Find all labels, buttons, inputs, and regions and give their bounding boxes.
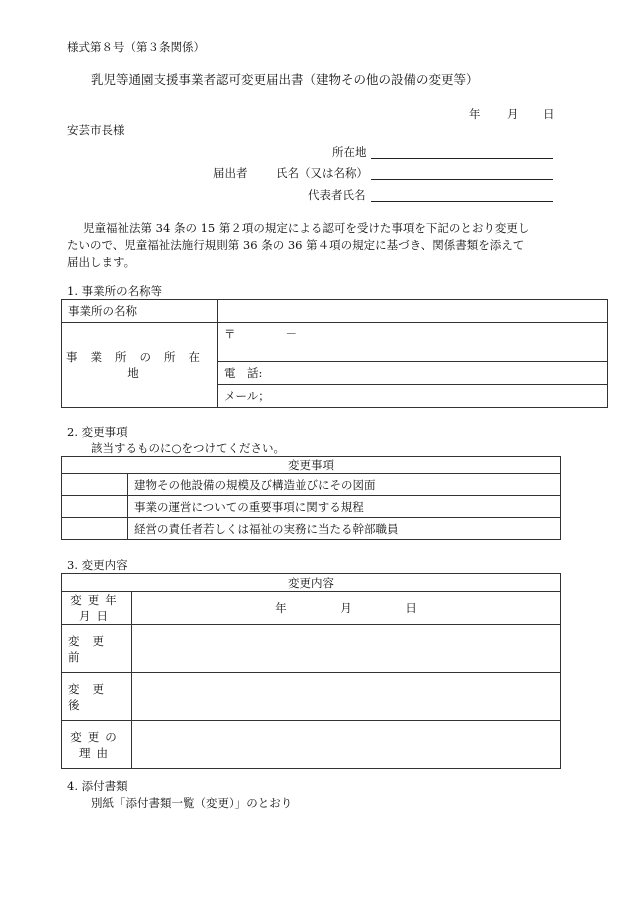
change-content-table [61, 573, 561, 769]
email-label: メール； [224, 389, 270, 403]
facility-location-text: 事業所の所在地 [66, 350, 213, 380]
phone-field[interactable] [218, 362, 608, 385]
change-item-2: 事業の運営についての重要事項に関する規程 [128, 496, 561, 518]
facility-name-label: 事業所の名称 [62, 300, 218, 323]
change-date-day: 日 [405, 601, 417, 615]
change-item-3-mark-cell[interactable] [62, 518, 128, 540]
body-line-2: たいので、児童福祉法施行規則第 36 条の 36 第４項の規定に基づき、関係書類を添えて [67, 238, 525, 252]
after-change-field[interactable] [132, 673, 561, 721]
change-items-header: 変更事項 [62, 457, 561, 474]
change-items-table [61, 456, 561, 540]
after-change-text: 変更後 [68, 681, 117, 712]
change-reason-field[interactable] [132, 721, 561, 769]
change-content-header: 変更内容 [62, 574, 561, 592]
notifier-label: 届出者 [213, 166, 248, 180]
postal-dash: － [285, 327, 297, 341]
facility-table [61, 299, 608, 408]
change-date-month: 月 [340, 601, 352, 615]
representative-label: 代表者氏名 [308, 188, 366, 202]
before-change-label [62, 625, 132, 673]
change-date-label-text: 変更年月日 [70, 593, 123, 623]
change-item-2-mark-cell[interactable] [62, 496, 128, 518]
change-reason-text: 変更の理由 [70, 729, 123, 760]
representative-field-line[interactable] [371, 201, 553, 202]
section2-instruction: 該当するものに○をつけてください。 [91, 441, 286, 455]
facility-location-label [62, 323, 218, 408]
section3-heading: 3. 変更内容 [67, 558, 128, 572]
after-change-label [62, 673, 132, 721]
name-label: 氏名（又は名称） [276, 166, 368, 180]
form-number: 様式第８号（第３条関係） [67, 40, 205, 54]
date-month: 月 [507, 107, 519, 121]
change-reason-label [62, 721, 132, 769]
page-title: 乳児等通園支援事業者認可変更届出書（建物その他の設備の変更等） [91, 72, 479, 87]
body-line-3: 届出します。 [67, 255, 136, 269]
section1-heading: 1. 事業所の名称等 [67, 284, 163, 298]
address-label: 所在地 [332, 145, 367, 159]
change-date-label [62, 592, 132, 625]
change-item-1-mark-cell[interactable] [62, 474, 128, 496]
phone-label: 電 話: [224, 366, 263, 380]
email-field[interactable] [218, 385, 608, 408]
before-change-field[interactable] [132, 625, 561, 673]
date-year: 年 [469, 107, 481, 121]
date-day: 日 [543, 107, 555, 121]
name-field-line[interactable] [371, 179, 553, 180]
addressee: 安芸市長様 [67, 123, 125, 137]
before-change-text: 変更前 [68, 633, 117, 664]
change-date-field[interactable] [132, 592, 561, 625]
address-field-line[interactable] [371, 158, 553, 159]
change-item-3: 経営の責任者若しくは福祉の実務に当たる幹部職員 [128, 518, 561, 540]
attachments-text: 別紙「添付書類一覧（変更）」のとおり [91, 796, 293, 810]
body-line-1: 児童福祉法第 34 条の 15 第２項の規定による認可を受けた事項を下記のとおり変更し [83, 221, 530, 235]
postal-code-field[interactable] [218, 323, 608, 362]
postal-mark: 〒 [224, 327, 236, 341]
change-item-1: 建物その他設備の規模及び構造並びにその図面 [128, 474, 561, 496]
change-date-year: 年 [275, 601, 287, 615]
section4-heading: 4. 添付書類 [67, 779, 128, 793]
section2-heading: 2. 変更事項 [67, 425, 128, 439]
facility-name-field[interactable] [218, 300, 608, 323]
